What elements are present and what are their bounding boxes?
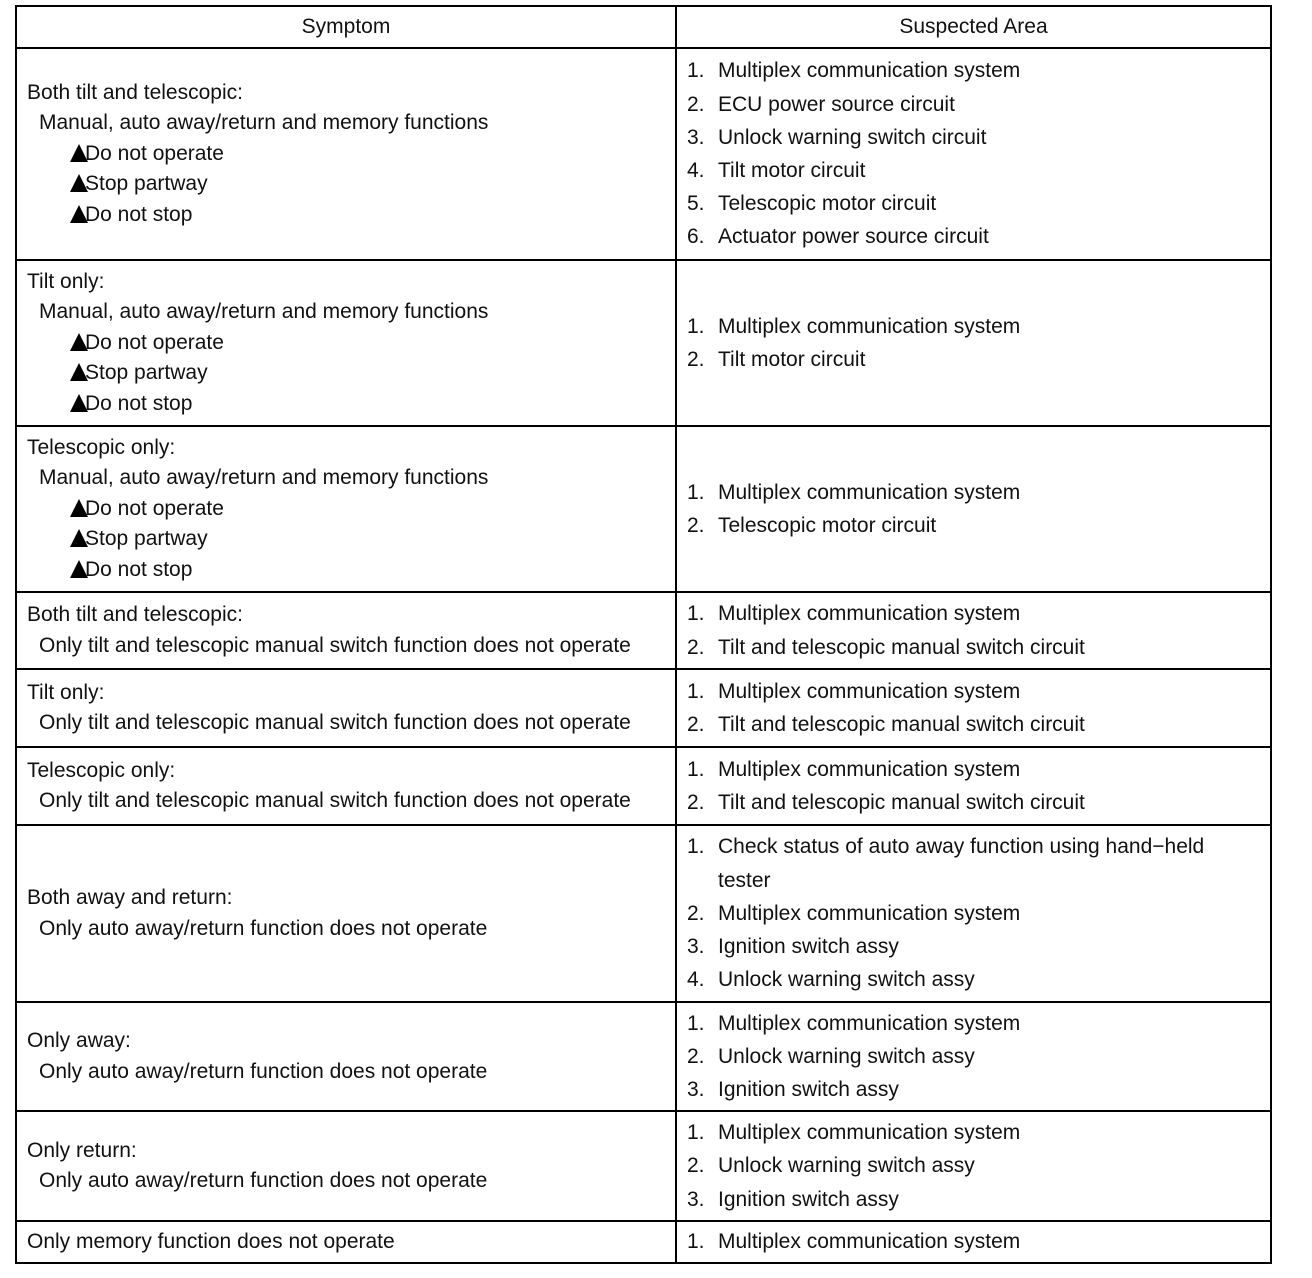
suspected-area-item (687, 675, 1270, 708)
suspected-area-item (687, 187, 1270, 220)
symptom-condition-text: Do not stop (85, 391, 193, 415)
suspected-area-item (687, 1007, 1270, 1040)
item-number: 6. (687, 225, 705, 249)
symptom-description: Only auto away/return function does not operate (39, 1059, 488, 1083)
item-number: 1. (687, 1121, 705, 1145)
symptom-heading: Only away: (27, 1029, 131, 1052)
suspected-area-item (687, 708, 1270, 741)
suspected-area-list (687, 476, 1270, 542)
symptom-heading: Both tilt and telescopic: (27, 80, 243, 104)
item-text: Multiplex communication system (718, 602, 1021, 626)
item-text: Ignition switch assy (718, 1187, 899, 1211)
item-text: Ignition switch assy (718, 935, 899, 959)
symptom-condition (27, 555, 675, 586)
symptom-cell (16, 747, 676, 825)
item-number: 3. (687, 125, 705, 149)
symptom-heading: Telescopic only: (27, 435, 176, 459)
item-text: Tilt and telescopic manual switch circuit (718, 713, 1085, 736)
suspected-area-item (687, 88, 1270, 121)
item-number: 2. (687, 1154, 705, 1178)
item-number: 2. (687, 713, 705, 736)
item-text: Telescopic motor circuit (718, 192, 937, 216)
item-number: 1. (687, 314, 705, 338)
symptom-description: Only auto away/return function does not operate (39, 1169, 488, 1192)
item-text: Check status of auto away function using hand−held tester (718, 835, 1205, 892)
symptom-condition-text: Do not operate (85, 330, 224, 354)
suspected-area-header: Suspected Area (676, 6, 1271, 48)
item-number: 3. (687, 935, 705, 959)
item-text: Multiplex communication system (718, 314, 1021, 338)
item-number: 1. (687, 835, 705, 859)
suspected-area-item (687, 1149, 1270, 1182)
item-text: Multiplex communication system (718, 757, 1021, 781)
suspected-area-item (687, 310, 1270, 343)
suspected-area-item (687, 1073, 1270, 1106)
symptom-condition (27, 524, 675, 555)
item-number: 3. (687, 1187, 705, 1211)
suspected-area-item (687, 963, 1270, 996)
suspected-area-item (687, 753, 1270, 786)
item-number: 2. (687, 635, 705, 659)
item-number: 1. (687, 59, 705, 83)
symptom-description: Manual, auto away/return and memory functions (39, 300, 489, 324)
item-number: 1. (687, 679, 705, 703)
item-number: 2. (687, 514, 705, 537)
suspected-area-item (687, 930, 1270, 963)
symptom-cell (16, 48, 676, 260)
item-number: 1. (687, 757, 705, 781)
item-text: Multiplex communication system (718, 480, 1021, 504)
suspected-area-item (687, 154, 1270, 187)
symptom-description: Manual, auto away/return and memory functions (39, 466, 489, 490)
symptom-condition (27, 139, 675, 170)
symptom-heading: Telescopic only: (27, 758, 176, 782)
item-text: Unlock warning switch assy (718, 968, 975, 992)
item-number: 2. (687, 791, 705, 814)
suspected-area-item (687, 1225, 1270, 1258)
symptom-condition (27, 389, 675, 420)
symptom-description: Only auto away/return function does not operate (39, 916, 488, 940)
item-text: Multiplex communication system (718, 901, 1021, 925)
symptom-cell (16, 592, 676, 669)
suspected-area-item (687, 1040, 1270, 1073)
table-row (16, 669, 1271, 747)
suspected-area-item (687, 343, 1270, 376)
item-number: 4. (687, 968, 705, 992)
table-row (16, 426, 1271, 592)
table-row (16, 1111, 1271, 1221)
suspected-area-cell (676, 825, 1271, 1002)
suspected-area-cell (676, 592, 1271, 669)
symptom-condition-text: Do not operate (85, 496, 224, 520)
symptom-condition-text: Do not operate (85, 141, 224, 165)
item-number: 1. (687, 1230, 705, 1254)
suspected-area-cell (676, 747, 1271, 825)
symptom-description: Manual, auto away/return and memory functions (39, 111, 489, 135)
symptom-condition-text: Stop partway (85, 361, 208, 385)
header-row (16, 6, 1271, 48)
suspected-area-cell (676, 669, 1271, 747)
item-text: Tilt and telescopic manual switch circuit (718, 635, 1085, 659)
suspected-area-item (687, 897, 1270, 930)
suspected-area-item (687, 121, 1270, 154)
table-row (16, 825, 1271, 1002)
symptom-heading: Only return: (27, 1138, 137, 1162)
suspected-area-cell (676, 1111, 1271, 1221)
symptom-cell (16, 1221, 676, 1263)
symptom-condition-text: Stop partway (85, 527, 208, 551)
symptom-cell (16, 260, 676, 426)
suspected-area-item (687, 1183, 1270, 1216)
table-row (16, 1002, 1271, 1111)
item-text: Unlock warning switch assy (718, 1154, 975, 1178)
suspected-area-list (687, 310, 1270, 376)
suspected-area-list (687, 1225, 1270, 1258)
suspected-area-item (687, 786, 1270, 819)
suspected-area-item (687, 597, 1270, 630)
item-number: 1. (687, 480, 705, 504)
table-row (16, 747, 1271, 825)
suspected-area-cell (676, 426, 1271, 592)
suspected-area-list (687, 54, 1270, 253)
item-number: 2. (687, 348, 705, 371)
item-number: 2. (687, 92, 705, 116)
item-number: 3. (687, 1078, 705, 1102)
item-text: Tilt motor circuit (718, 159, 866, 182)
symptom-condition-text: Do not stop (85, 202, 193, 226)
item-text: Ignition switch assy (718, 1078, 899, 1102)
item-number: 1. (687, 602, 705, 626)
suspected-area-item (687, 1116, 1270, 1149)
symptom-condition (27, 169, 675, 200)
troubleshooting-table (15, 5, 1272, 1264)
symptom-cell (16, 669, 676, 747)
suspected-area-item (687, 509, 1270, 542)
suspected-area-list (687, 753, 1270, 819)
symptom-description: Only tilt and telescopic manual switch function does not operate (39, 633, 631, 657)
table-body (16, 48, 1271, 1263)
item-text: Multiplex communication system (718, 1230, 1021, 1254)
item-number: 4. (687, 159, 705, 182)
item-number: 2. (687, 901, 705, 925)
item-text: Multiplex communication system (718, 1121, 1021, 1145)
suspected-area-item (687, 220, 1270, 253)
symptom-condition-text: Stop partway (85, 172, 208, 196)
item-number: 5. (687, 192, 705, 216)
symptom-heading: Tilt only: (27, 269, 105, 293)
item-text: Telescopic motor circuit (718, 514, 937, 537)
symptom-heading: Only memory function does not operate (27, 1229, 395, 1253)
table-row (16, 48, 1271, 260)
suspected-area-cell (676, 1002, 1271, 1111)
symptom-condition (27, 200, 675, 231)
suspected-area-list (687, 597, 1270, 663)
item-number: 1. (687, 1011, 705, 1035)
suspected-area-item (687, 631, 1270, 664)
symptom-cell (16, 1111, 676, 1221)
suspected-area-item (687, 54, 1270, 87)
suspected-area-cell (676, 48, 1271, 260)
symptom-description: Only tilt and telescopic manual switch function does not operate (39, 711, 631, 734)
suspected-area-cell (676, 260, 1271, 426)
item-text: ECU power source circuit (718, 92, 955, 116)
item-text: Actuator power source circuit (718, 225, 989, 249)
symptom-cell (16, 426, 676, 592)
suspected-area-item (687, 476, 1270, 509)
item-text: Tilt motor circuit (718, 348, 866, 371)
symptom-description: Only tilt and telescopic manual switch function does not operate (39, 789, 631, 812)
suspected-area-list (687, 1116, 1270, 1216)
symptom-heading: Both tilt and telescopic: (27, 603, 243, 626)
symptom-condition-text: Do not stop (85, 557, 193, 581)
symptom-condition (27, 358, 675, 389)
table-row (16, 260, 1271, 426)
item-number: 2. (687, 1044, 705, 1068)
symptom-cell (16, 1002, 676, 1111)
suspected-area-list (687, 830, 1270, 996)
suspected-area-list (687, 675, 1270, 741)
symptom-header: Symptom (16, 6, 676, 48)
item-text: Unlock warning switch assy (718, 1044, 975, 1068)
symptom-condition (27, 494, 675, 525)
suspected-area-item (687, 830, 1270, 896)
table-row (16, 1221, 1271, 1263)
suspected-area-cell (676, 1221, 1271, 1263)
item-text: Unlock warning switch circuit (718, 125, 987, 149)
item-text: Multiplex communication system (718, 679, 1021, 703)
symptom-heading: Tilt only: (27, 680, 105, 704)
item-text: Multiplex communication system (718, 59, 1021, 83)
item-text: Tilt and telescopic manual switch circuit (718, 791, 1085, 814)
symptom-heading: Both away and return: (27, 886, 233, 909)
item-text: Multiplex communication system (718, 1011, 1021, 1035)
suspected-area-list (687, 1007, 1270, 1107)
symptom-cell (16, 825, 676, 1002)
table-row (16, 592, 1271, 669)
symptom-condition (27, 328, 675, 359)
